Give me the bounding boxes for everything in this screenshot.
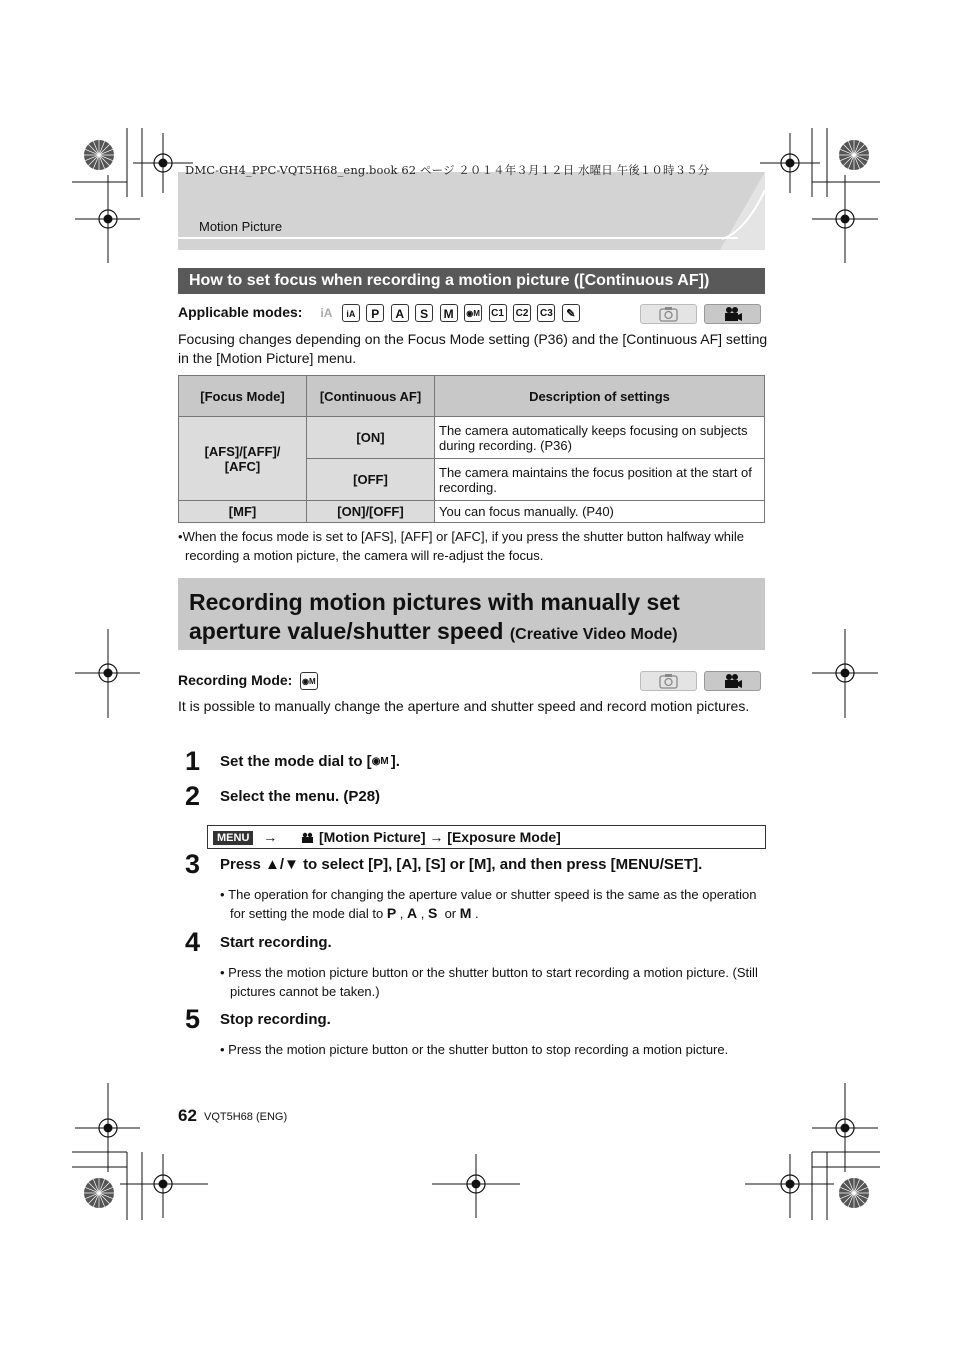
camera-icon xyxy=(640,304,697,324)
step-5-note-text: Press the motion picture button or the shutter button to stop recording a motion picture. xyxy=(228,1042,729,1057)
focus-mode-cell: [MF] xyxy=(179,501,307,523)
menu-arrow: → xyxy=(429,829,444,845)
menu-item-exposure-mode: [Exposure Mode] xyxy=(447,829,561,845)
main-section-title xyxy=(189,588,765,649)
section-label: Motion Picture xyxy=(199,219,283,234)
setting-cell: [ON] xyxy=(307,417,435,459)
step-number: 1 xyxy=(185,746,201,776)
m-mode-glyph: M xyxy=(459,905,472,921)
step-number: 5 xyxy=(185,1004,201,1034)
document-code: VQT5H68 (ENG) xyxy=(204,1111,288,1123)
movie-camera-icon xyxy=(704,671,761,691)
menu-badge: MENU xyxy=(213,831,253,845)
applicable-modes xyxy=(178,304,582,322)
step-2-text: Select the menu. (P28) xyxy=(220,788,381,805)
creative-video-mode-icon: ◉M xyxy=(464,304,482,322)
ia-plus-mode-icon: iA xyxy=(342,304,360,322)
table-row xyxy=(179,501,765,523)
step-5-text: Stop recording. xyxy=(220,1011,331,1028)
creative-intro: It is possible to manually change the aperture and shutter speed and record motion pictures. xyxy=(178,698,750,714)
main-title-suffix: (Creative Video Mode) xyxy=(509,626,678,643)
step-3-note-text: The operation for changing the aperture value or shutter speed is the same as the operation for setting the mode dial to xyxy=(228,887,757,921)
p-mode-glyph: P xyxy=(386,905,397,921)
setting-cell: [ON]/[OFF] xyxy=(307,501,435,523)
step-3-note: • The operation for changing the aperture value or shutter speed is the same as the operation for setting the mode dial to P , A , S or M . xyxy=(220,887,757,921)
step-number: 3 xyxy=(185,849,201,879)
step-number: 4 xyxy=(185,927,201,957)
ia-mode-icon: iA xyxy=(320,306,333,320)
or-text: or xyxy=(444,906,457,921)
menu-arrow: → xyxy=(263,829,278,845)
video-pill xyxy=(704,304,761,324)
step-4-note-text: Press the motion picture button or the shutter button to start recording a motion picture. (Still pictures cannot be taken.) xyxy=(228,965,758,999)
recording-mode-label: Recording Mode: xyxy=(178,672,293,689)
p-mode-icon: P xyxy=(366,304,384,322)
motion-picture-menu-icon xyxy=(301,832,315,843)
s-mode-icon: S xyxy=(415,304,433,322)
header-continuous-af: [Continuous AF] xyxy=(307,376,435,417)
m-mode-icon: M xyxy=(440,304,458,322)
page-number: 62 xyxy=(178,1106,197,1125)
video-pill xyxy=(704,671,761,691)
main-section-title-bar xyxy=(178,578,765,650)
step-4-note: • Press the motion picture button or the shutter button to start recording a motion picture. (Still pictures cannot be taken.) xyxy=(220,965,758,999)
main-title-line2: aperture value/shutter speed xyxy=(189,618,504,644)
recording-mode xyxy=(178,672,320,690)
creative-video-mode-icon: ◉M xyxy=(300,672,318,690)
header-focus-mode: [Focus Mode] xyxy=(179,376,307,417)
camera-icon xyxy=(640,671,697,691)
step-number: 2 xyxy=(185,781,201,811)
subsection-title: How to set focus when recording a motion picture ([Continuous AF]) xyxy=(178,268,765,294)
step-1-post: ]. xyxy=(390,753,400,770)
c2-mode-icon: C2 xyxy=(513,304,531,322)
focus-mode-cell: [AFS]/[AFF]/ [AFC] xyxy=(179,417,307,501)
c1-mode-icon: C1 xyxy=(489,304,507,322)
description-cell: The camera automatically keeps focusing on subjects during recording. (P36) xyxy=(435,417,765,459)
description-cell: The camera maintains the focus position at the start of recording. xyxy=(435,459,765,501)
header-description: Description of settings xyxy=(435,376,765,417)
print-info: DMC-GH4_PPC-VQT5H68_eng.book 62 ページ ２０１４年３月１２日 水曜日 午後１０時３５分 xyxy=(185,163,710,177)
applicable-modes-label: Applicable modes: xyxy=(178,304,303,321)
c3-mode-icon: C3 xyxy=(537,304,555,322)
step-3-text: Press ▲/▼ to select [P], [A], [S] or [M], and then press [MENU/SET]. xyxy=(220,856,703,873)
table-note-text: When the focus mode is set to [AFS], [AFF] or [AFC], if you press the shutter button halfway while recording a motion picture, the camera will re-adjust the focus. xyxy=(182,529,744,563)
movie-camera-icon xyxy=(704,304,761,324)
s-mode-glyph: S xyxy=(427,905,438,921)
table-note: •When the focus mode is set to [AFS], [AFF] or [AFC], if you press the shutter button halfway while recording a motion picture, the camera will re-adjust the focus. xyxy=(178,529,744,563)
photo-pill xyxy=(640,304,697,324)
photo-pill xyxy=(640,671,697,691)
menu-path xyxy=(207,825,766,849)
step-4-text: Start recording. xyxy=(220,934,332,951)
menu-item-motion-picture: [Motion Picture] xyxy=(318,829,426,845)
scene-guide-mode-icon: ✎ xyxy=(562,304,580,322)
step-5-note: • Press the motion picture button or the shutter button to stop recording a motion picture. xyxy=(220,1042,729,1057)
creative-video-mode-icon: ◉M xyxy=(371,756,389,768)
table-row xyxy=(179,417,765,459)
step-1-text xyxy=(220,753,400,771)
a-mode-glyph: A xyxy=(407,905,418,921)
focus-intro: Focusing changes depending on the Focus Mode setting (P36) and the [Continuous AF] setting in the [Motion Picture] menu. xyxy=(178,331,768,366)
header-rule xyxy=(178,237,738,239)
setting-cell: [OFF] xyxy=(307,459,435,501)
main-title-line1: Recording motion pictures with manually set xyxy=(189,589,680,615)
description-cell: You can focus manually. (P40) xyxy=(435,501,765,523)
a-mode-icon: A xyxy=(391,304,409,322)
step-1-pre: Set the mode dial to [ xyxy=(220,753,372,770)
focus-settings-table xyxy=(178,375,765,523)
